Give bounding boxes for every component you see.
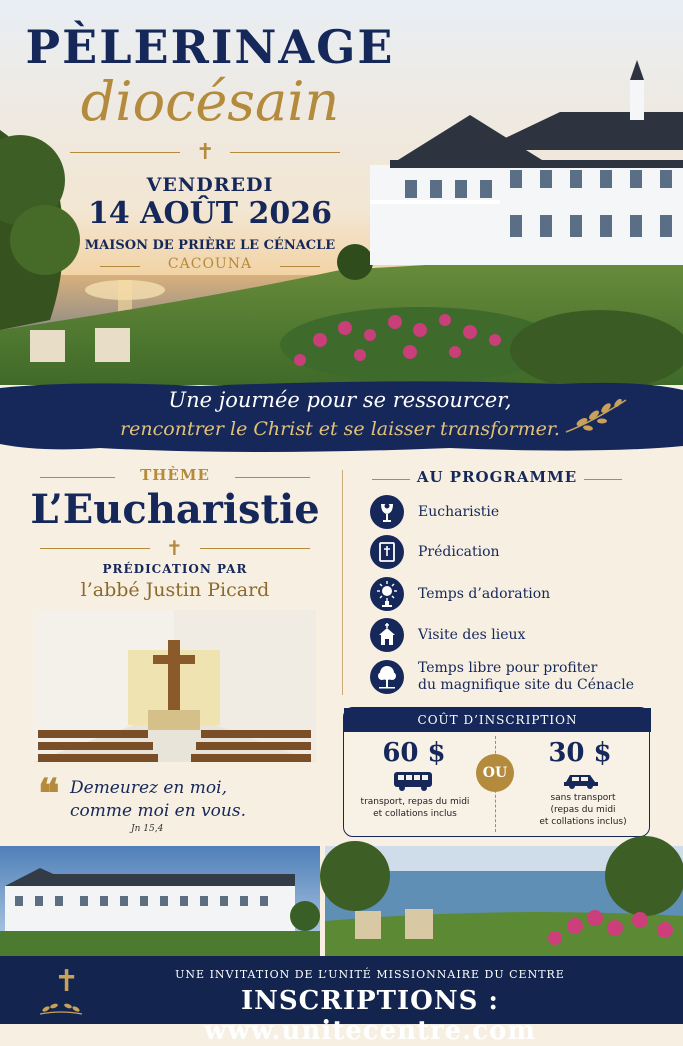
chalice-icon [370, 495, 404, 529]
program-item [370, 660, 670, 696]
event-city-wrap [100, 256, 320, 276]
tree-icon [370, 660, 404, 694]
desc-line: et collations inclus) [539, 817, 627, 827]
title-diocesain: diocésain [80, 70, 340, 133]
tagline-banner [0, 376, 683, 456]
event-city: CACOUNA [167, 256, 253, 272]
theme-heading [40, 466, 310, 488]
desc-line: (repas du midi [550, 805, 616, 815]
or-badge: OU [476, 754, 514, 792]
program-heading [372, 468, 622, 490]
program-item [370, 618, 670, 654]
tagline-line2: rencontrer le Christ et se laisser transformer. [120, 418, 560, 440]
invitation-text: UNE INVITATION DE L’UNITÉ MISSIONNAIRE DU CENTRE [175, 968, 565, 981]
theme-label: THÈME [140, 466, 210, 484]
column-divider [342, 470, 343, 695]
bus-icon [392, 770, 434, 792]
price-without-transport-desc [520, 792, 646, 828]
chapel-photo [33, 610, 316, 762]
cross-icon: ✝ [54, 964, 80, 999]
quote-mark-icon: ❝ [38, 770, 60, 817]
cross-icon: ✝ [196, 140, 215, 165]
program-item [370, 577, 670, 613]
program-item-label-line2: du magnifique site du Cénacle [418, 677, 634, 693]
registration-link[interactable]: INSCRIPTIONS : www.unitecentre.com [203, 986, 537, 1046]
program-item-label: Visite des lieux [418, 627, 526, 643]
quote-line2: comme moi en vous. [70, 801, 246, 821]
cost-box [343, 707, 650, 837]
desc-line: et collations inclus [373, 809, 457, 819]
quote-line1: Demeurez en moi, [70, 778, 227, 798]
event-day: VENDREDI [146, 174, 274, 196]
program-label: AU PROGRAMME [416, 468, 578, 486]
chapel-icon [370, 618, 404, 652]
quote-reference: Jn 15,4 [131, 824, 164, 834]
title-pelerinage: PÈLERINAGE [25, 20, 395, 74]
program-item-label: Eucharistie [418, 504, 500, 520]
bottom-photos [0, 846, 683, 956]
car-icon [562, 770, 600, 790]
theme-title: L’Eucharistie [30, 486, 320, 533]
price-with-transport: 60 $ [382, 738, 446, 768]
price-without-transport: 30 $ [548, 738, 612, 768]
monstrance-icon [370, 577, 404, 611]
program-item-label: Temps d’adoration [418, 586, 551, 602]
program-item [370, 535, 670, 571]
laurel-icon [36, 992, 86, 1018]
chapel-interior-illustration [33, 610, 316, 762]
cost-heading: COÛT D’INSCRIPTION [344, 708, 651, 732]
event-date: 14 AOÛT 2026 [87, 196, 333, 231]
laurel-icon [562, 394, 632, 436]
tagline-line1: Une journée pour se ressourcer, [168, 388, 512, 412]
bible-icon [370, 535, 404, 569]
preacher-name: l’abbé Justin Picard [80, 579, 270, 601]
lake-view-photo [325, 846, 683, 956]
building-photo [0, 846, 320, 956]
program-item-label [418, 660, 634, 694]
desc-line: sans transport [550, 793, 616, 803]
desc-line: transport, repas du midi [360, 797, 470, 807]
footer [0, 956, 683, 1046]
program-item-label-line1: Temps libre pour profiter [418, 660, 598, 676]
price-with-transport-desc [352, 796, 478, 820]
title-divider [70, 142, 340, 164]
preaching-label: PRÉDICATION PAR [102, 562, 248, 576]
cross-icon: ✝ [166, 536, 183, 560]
program-item [370, 495, 670, 531]
theme-divider [40, 538, 310, 560]
program-item-label: Prédication [418, 544, 500, 560]
event-venue: MAISON DE PRIÈRE LE CÉNACLE [84, 238, 336, 253]
